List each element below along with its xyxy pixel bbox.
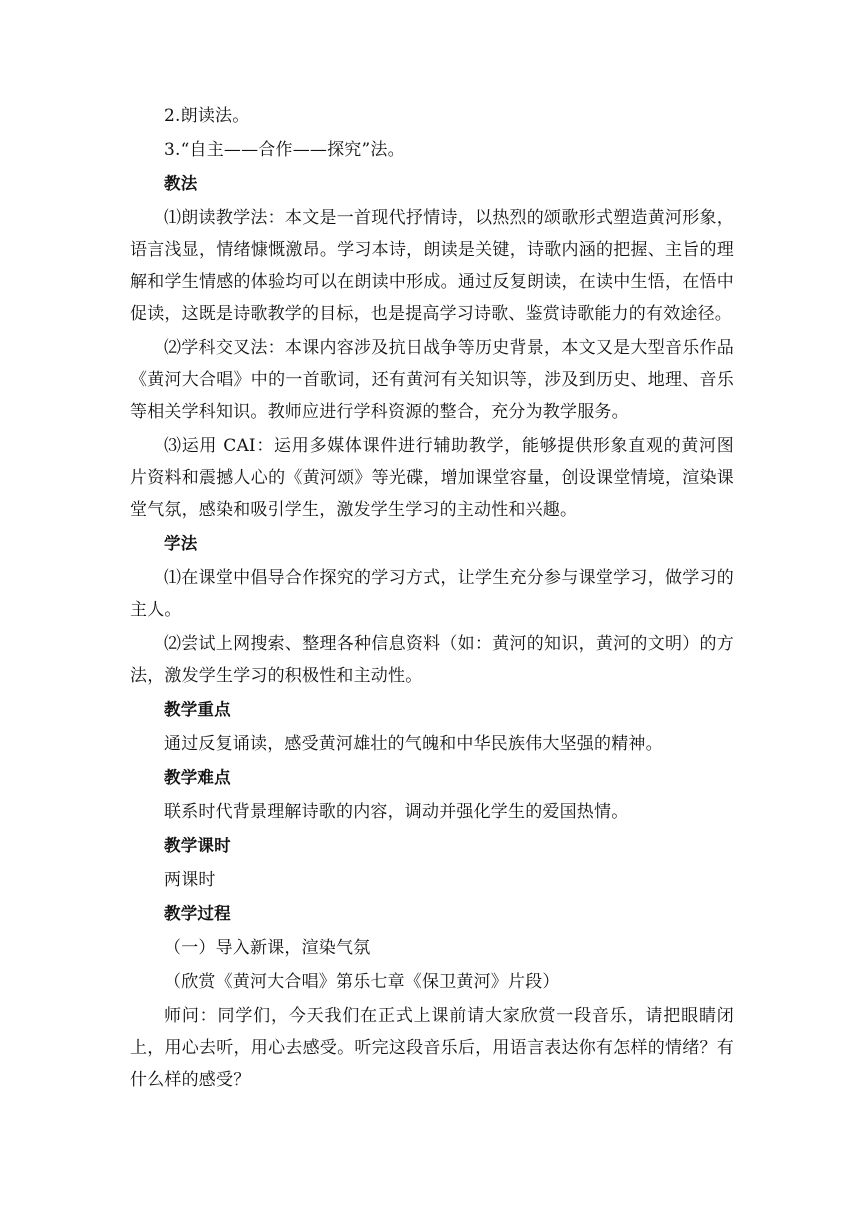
paragraph-difficulties: 联系时代背景理解诗歌的内容，调动并强化学生的爱国热情。 — [164, 802, 629, 822]
paragraph-autonomy-method: 3.“自主——合作——探究”法。 — [164, 140, 405, 160]
paragraph-reading-teaching: ⑴朗读教学法：本文是一首现代抒情诗，以热烈的颂歌形式塑造黄河形象，语言浅显，情绪慷慨激昂。学习本诗，朗读是关键，诗歌内涵的把握、主旨的理解和学生情感的体验均可以在朗读中形成。通过反复朗读，在读中生悟，在悟中促读，这既是诗歌教学的目标，也是提高学习诗歌、鉴赏诗歌能力的有效途径。 — [130, 208, 734, 324]
heading-teaching-method: 教法 — [164, 174, 198, 193]
paragraph-cross-discipline: ⑵学科交叉法：本课内容涉及抗日战争等历史背景，本文又是大型音乐作品《黄河大合唱》中的一首歌词，还有黄河有关知识等，涉及到历史、地理、音乐等相关学科知识。教师应进行学科资源的整合，充分为教学服务。 — [130, 338, 734, 422]
paragraph-class-hours: 两课时 — [164, 870, 216, 890]
paragraph-reading-method: 2.朗读法。 — [164, 106, 250, 126]
document-body — [130, 100, 734, 1096]
heading-learning-method: 学法 — [164, 534, 198, 553]
heading-teaching-process: 教学过程 — [164, 904, 231, 923]
heading-class-hours: 教学课时 — [164, 836, 231, 855]
paragraph-teacher-question: 师问：同学们，今天我们在正式上课前请大家欣赏一段音乐，请把眼睛闭上，用心去听，用心去感受。听完这段音乐后，用语言表达你有怎样的情绪？有什么样的感受？ — [130, 1006, 734, 1090]
paragraph-cooperative-learning: ⑴在课堂中倡导合作探究的学习方式，让学生充分参与课堂学习，做学习的主人。 — [130, 568, 734, 620]
heading-key-points: 教学重点 — [164, 700, 231, 719]
heading-difficulties: 教学难点 — [164, 768, 231, 787]
paragraph-introduction: （一）导入新课，渲染气氛 — [164, 938, 371, 958]
paragraph-cai: ⑶运用 CAI：运用多媒体课件进行辅助教学，能够提供形象直观的黄河图片资料和震撼人心的《黄河颂》等光碟，增加课堂容量，创设课堂情境，渲染课堂气氛，感染和吸引学生，激发学生学习的主动性和兴趣。 — [130, 436, 734, 520]
paragraph-key-points: 通过反复诵读，感受黄河雄壮的气魄和中华民族伟大坚强的精神。 — [164, 734, 663, 754]
paragraph-appreciation: （欣赏《黄河大合唱》第乐七章《保卫黄河》片段） — [164, 972, 560, 992]
paragraph-online-search: ⑵尝试上网搜索、整理各种信息资料（如：黄河的知识，黄河的文明）的方法，激发学生学习的积极性和主动性。 — [130, 634, 734, 686]
